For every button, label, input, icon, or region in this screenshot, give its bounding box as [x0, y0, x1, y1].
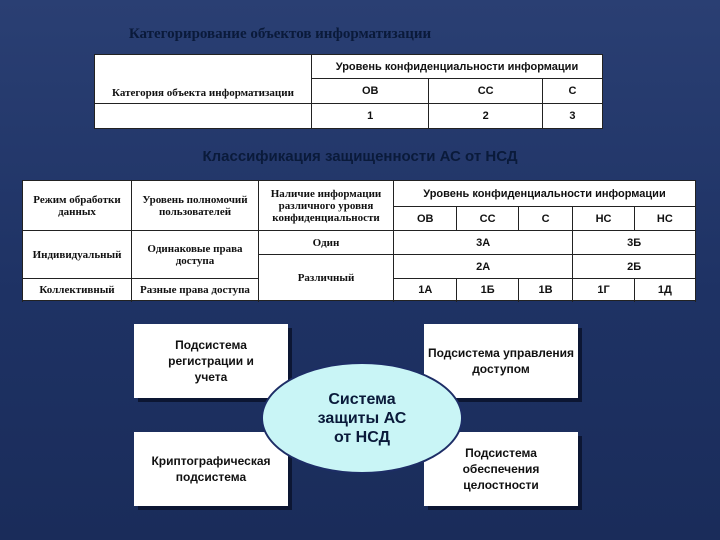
class-1d: 1Д: [634, 279, 695, 301]
class-1a: 1А: [394, 279, 457, 301]
class-1b: 1Б: [457, 279, 518, 301]
level-s: С: [542, 79, 602, 104]
level-ov: ОВ: [312, 79, 429, 104]
level-ss: СС: [429, 79, 542, 104]
level-ns-2: НС: [634, 207, 695, 231]
section-title: Классификация защищенности АС от НСД: [202, 148, 518, 165]
page-title: Категорирование объектов информатизации: [128, 26, 432, 42]
level-ov: ОВ: [394, 207, 457, 231]
subsystem-access-label: Подсистема управления доступом: [427, 346, 574, 376]
class-3b: 3Б: [573, 231, 696, 255]
subsystem-registration: [134, 324, 288, 398]
subsystem-crypto: [134, 432, 288, 506]
level-header: Уровень конфиденциальности информации: [312, 55, 603, 79]
subsystem-crypto-label: Криптографическая подсистема: [151, 454, 271, 484]
category-1: 1: [312, 104, 429, 129]
rights-header: Уровень полномочий пользователей: [132, 181, 259, 231]
presence-header: Наличие информации различного уровня конфиденциальности: [259, 181, 394, 231]
class-2a: 2А: [394, 255, 573, 279]
category-label: Категория объекта информатизации: [95, 55, 312, 104]
level-ss: СС: [457, 207, 518, 231]
mode-header: Режим обработки данных: [23, 181, 132, 231]
level-ns-1: НС: [573, 207, 634, 231]
mode-collective: Коллективный: [23, 279, 132, 301]
class-1v: 1В: [518, 279, 573, 301]
class-3a: 3А: [394, 231, 573, 255]
rights-different: Разные права доступа: [132, 279, 259, 301]
class-1g: 1Г: [573, 279, 634, 301]
categorization-table: [94, 54, 603, 129]
presence-various: Различный: [259, 255, 394, 301]
category-2: 2: [429, 104, 542, 129]
protection-system-label: Система защиты АС от НСД: [317, 390, 407, 446]
level-s: С: [518, 207, 573, 231]
rights-same: Одинаковые права доступа: [132, 231, 259, 279]
mode-individual: Индивидуальный: [23, 231, 132, 279]
subsystem-registration-label: Подсистема регистрации и учета: [168, 338, 254, 384]
protection-system-ellipse: [261, 362, 463, 474]
classification-table: [22, 180, 696, 301]
category-3: 3: [542, 104, 602, 129]
subsystem-integrity-label: Подсистема обеспечения целостности: [462, 446, 540, 492]
level-header: Уровень конфиденциальности информации: [394, 181, 696, 207]
presence-one: Один: [259, 231, 394, 255]
class-2b: 2Б: [573, 255, 696, 279]
